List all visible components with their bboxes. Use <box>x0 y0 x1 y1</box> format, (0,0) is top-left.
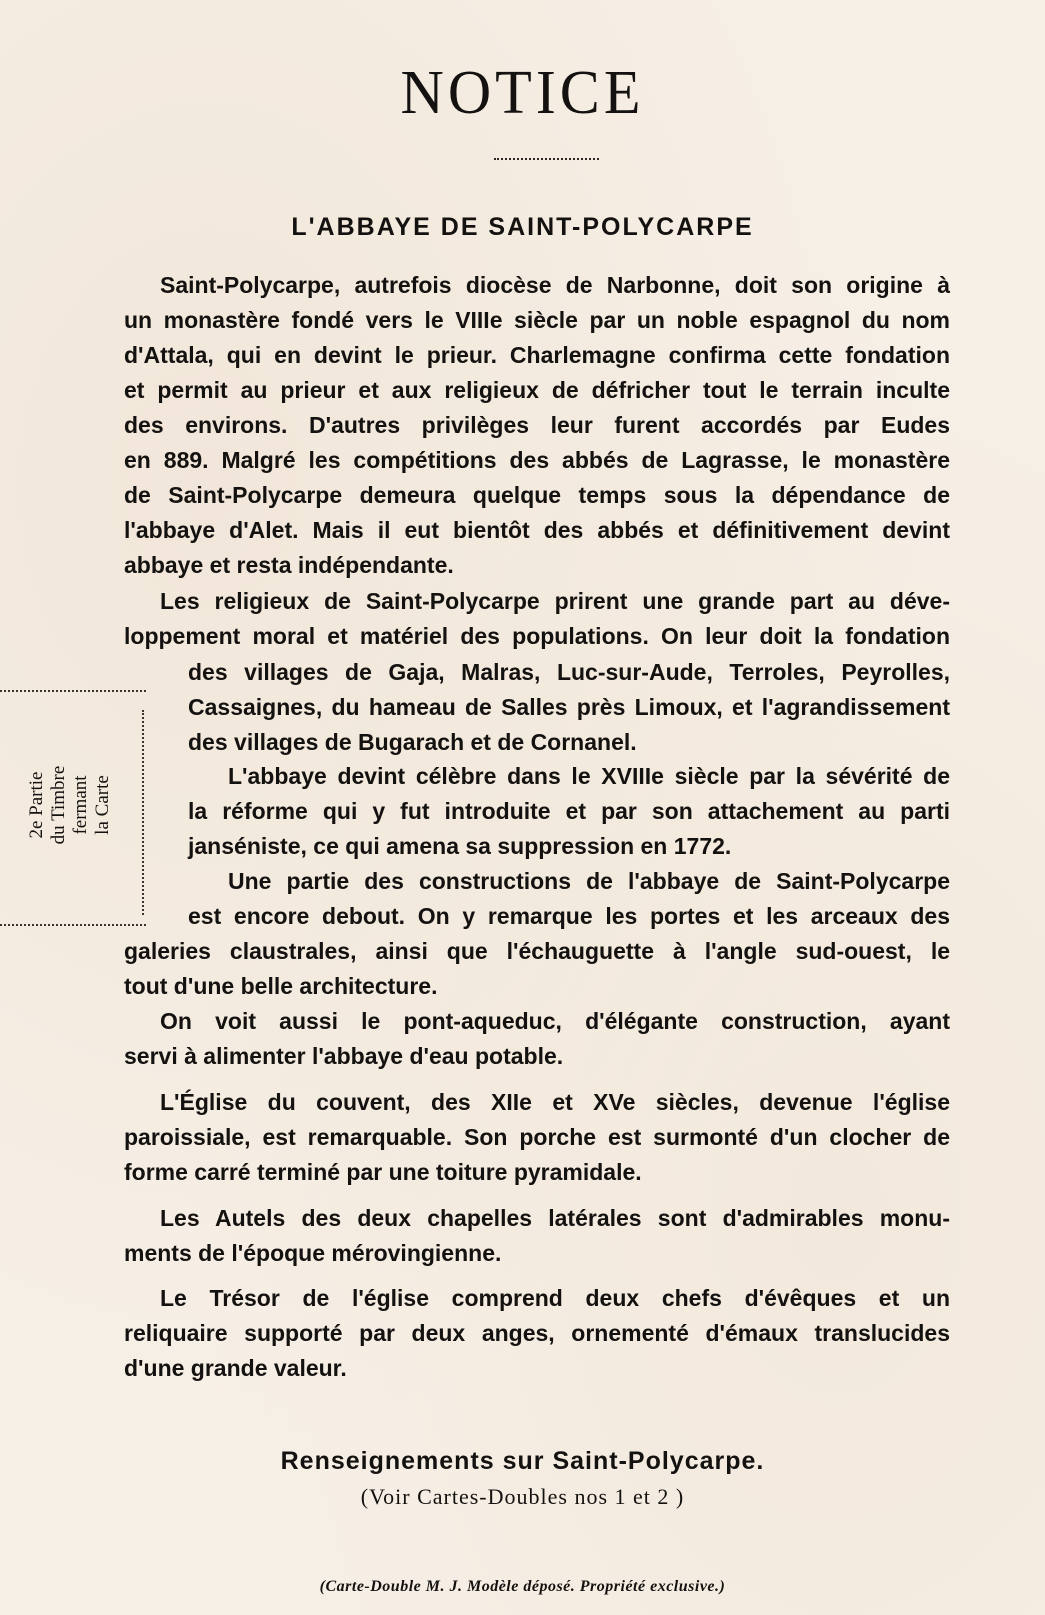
text-line: un monastère fondé vers le VIIIe siècle par un noble espagnol du nom <box>124 307 950 333</box>
stamp-line: du Timbre <box>48 765 69 845</box>
text-line: On voit aussi le pont-aqueduc, d'élégante construction, ayant <box>160 1008 950 1034</box>
text-line: d'Attala, qui en devint le prieur. Charlemagne confirma cette fondation <box>124 342 950 368</box>
footer-title: Renseignements sur Saint-Polycarpe. <box>280 1447 765 1475</box>
stamp-line: fermant <box>70 775 91 835</box>
text-line: reliquaire supporté par deux anges, ornementé d'émaux translucides <box>124 1320 950 1346</box>
text-line: Cassaignes, du hameau de Salles près Limoux, et l'agrandissement <box>188 694 950 720</box>
text-line: forme carré terminé par une toiture pyramidale. <box>124 1159 642 1185</box>
title-divider <box>494 158 599 160</box>
text-line: Les Autels des deux chapelles latérales sont d'admirables monu- <box>160 1205 950 1231</box>
stamp-area-label <box>26 695 114 915</box>
page-subtitle: L'ABBAYE DE SAINT-POLYCARPE <box>291 213 754 241</box>
stamp-area-divider <box>142 710 144 915</box>
text-line: loppement moral et matériel des populations. On leur doit la fondation <box>124 623 950 649</box>
text-line: janséniste, ce qui amena sa suppression en 1772. <box>188 833 732 859</box>
text-line: des environs. D'autres privilèges leur furent accordés par Eudes <box>124 412 950 438</box>
text-line: servi à alimenter l'abbaye d'eau potable. <box>124 1043 564 1069</box>
text-line: d'une grande valeur. <box>124 1355 347 1381</box>
text-line: l'abbaye d'Alet. Mais il eut bientôt des abbés et définitivement devint <box>124 517 950 543</box>
text-line: ments de l'époque mérovingienne. <box>124 1240 502 1266</box>
stamp-line: 2e Partie <box>26 771 47 839</box>
text-line: et permit au prieur et aux religieux de défricher tout le terrain inculte <box>124 377 950 403</box>
page-title: NOTICE <box>400 57 645 127</box>
text-line: L'Église du couvent, des XIIe et XVe siècles, devenue l'église <box>160 1089 950 1115</box>
text-line: des villages de Bugarach et de Cornanel. <box>188 729 637 755</box>
text-line: de Saint-Polycarpe demeura quelque temps sous la dépendance de <box>124 482 950 508</box>
text-line: tout d'une belle architecture. <box>124 973 438 999</box>
text-line: abbaye et resta indépendante. <box>124 552 454 578</box>
text-line: Le Trésor de l'église comprend deux chefs d'évêques et un <box>160 1285 950 1311</box>
text-line: Les religieux de Saint-Polycarpe prirent une grande part au déve- <box>160 588 950 614</box>
text-line: paroissiale, est remarquable. Son porche est surmonté d'un clocher de <box>124 1124 950 1150</box>
text-line: la réforme qui y fut introduite et par son attachement au parti <box>188 798 950 824</box>
text-line: galeries claustrales, ainsi que l'échauguette à l'angle sud-ouest, le <box>124 938 950 964</box>
legal-notice: (Carte-Double M. J. Modèle déposé. Propriété exclusive.) <box>319 1578 726 1595</box>
stamp-line: la Carte <box>92 775 113 835</box>
text-line: L'abbaye devint célèbre dans le XVIIIe siècle par la sévérité de <box>228 763 950 789</box>
text-line: en 889. Malgré les compétitions des abbés de Lagrasse, le monastère <box>124 447 950 473</box>
text-line: Une partie des constructions de l'abbaye de Saint-Polycarpe <box>228 868 950 894</box>
text-line: est encore debout. On y remarque les portes et les arceaux des <box>188 903 950 929</box>
text-line: des villages de Gaja, Malras, Luc-sur-Aude, Terroles, Peyrolles, <box>188 659 950 685</box>
footer-subtitle: (Voir Cartes-Doubles nos 1 et 2 ) <box>360 1484 685 1509</box>
text-line: Saint-Polycarpe, autrefois diocèse de Narbonne, doit son origine à <box>160 272 950 298</box>
